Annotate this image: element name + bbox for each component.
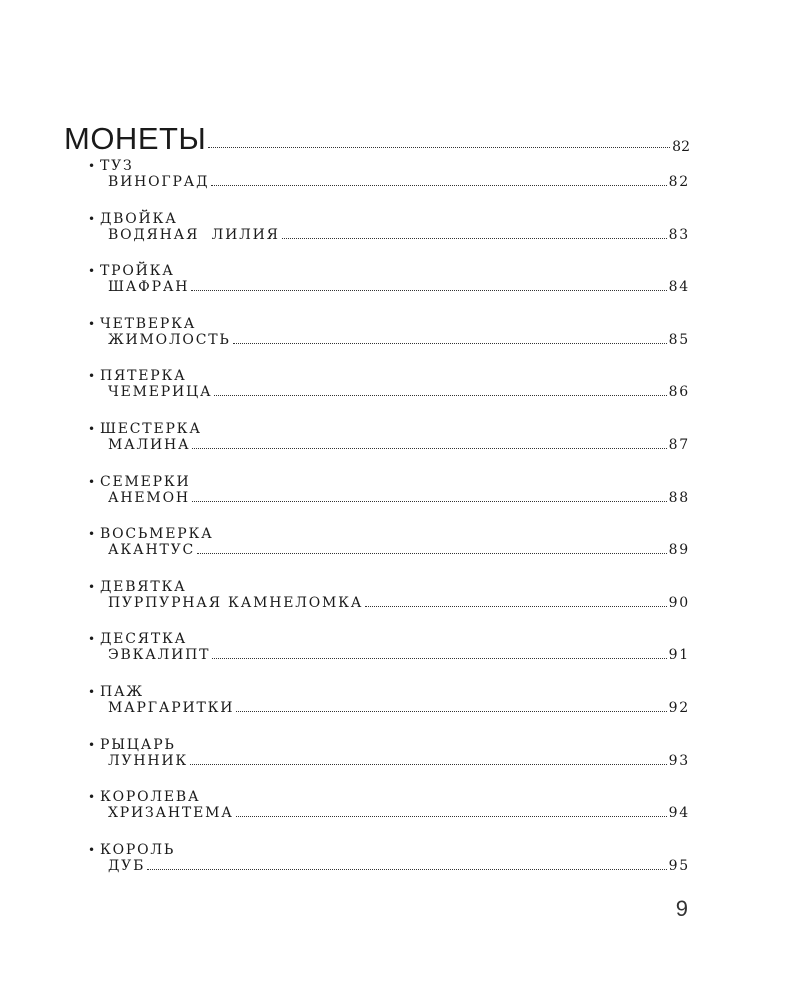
plant-name: МАРГАРИТКИ <box>108 699 235 716</box>
page-number: 83 <box>668 226 690 243</box>
card-line <box>88 259 690 280</box>
bullet-icon: • <box>88 579 96 594</box>
plant-name: ВОДЯНАЯ ЛИЛИЯ <box>108 226 280 243</box>
card-line <box>88 733 690 754</box>
section-heading-line <box>64 110 690 154</box>
bullet-icon: • <box>88 474 96 489</box>
toc-entry-six <box>88 417 690 470</box>
dot-leader <box>208 147 670 148</box>
plant-name: ЖИМОЛОСТЬ <box>108 331 231 348</box>
plant-line <box>108 754 690 778</box>
dot-leader <box>191 290 666 291</box>
page-number: 90 <box>668 594 690 611</box>
card-name: ДЕСЯТКА <box>100 631 187 648</box>
plant-line <box>108 859 690 883</box>
card-name: КОРОЛЕВА <box>100 789 201 806</box>
page-number: 85 <box>668 331 690 348</box>
dot-leader <box>192 501 667 502</box>
folio-page-number: 9 <box>675 896 688 921</box>
plant-name: ПУРПУРНАЯ КАМНЕЛОМКА <box>108 594 364 611</box>
plant-line <box>108 228 690 252</box>
card-line <box>88 207 690 228</box>
plant-name: ДУБ <box>108 857 146 874</box>
section-page-number: 82 <box>672 139 690 155</box>
plant-line <box>108 385 690 409</box>
card-name: СЕМЕРКИ <box>100 473 191 490</box>
plant-line <box>108 491 690 515</box>
toc-entry-eight <box>88 522 690 575</box>
plant-line <box>108 438 690 462</box>
card-name: ШЕСТЕРКА <box>100 420 202 437</box>
toc-entry-three <box>88 259 690 312</box>
bullet-icon: • <box>88 211 96 226</box>
plant-line <box>108 280 690 304</box>
page-number: 82 <box>668 174 690 190</box>
plant-name: ШАФРАН <box>108 279 190 296</box>
dot-leader <box>197 553 667 554</box>
card-name: ПЯТЕРКА <box>100 368 187 385</box>
dot-leader <box>236 816 667 817</box>
plant-line <box>108 596 690 620</box>
bullet-icon: • <box>88 527 96 542</box>
card-line <box>88 470 690 491</box>
card-name: ДЕВЯТКА <box>100 578 187 595</box>
card-line <box>88 838 690 859</box>
toc-entry-ten <box>88 627 690 680</box>
bullet-icon: • <box>88 737 96 752</box>
page-number: 92 <box>668 699 690 716</box>
plant-line <box>108 175 690 199</box>
dot-leader <box>190 764 667 765</box>
dot-leader <box>233 343 667 344</box>
dot-leader <box>282 238 667 239</box>
bullet-icon: • <box>88 842 96 857</box>
toc-entry-knight <box>88 733 690 786</box>
table-of-contents <box>64 110 690 890</box>
card-line <box>88 154 690 175</box>
dot-leader <box>365 606 666 607</box>
bullet-icon: • <box>88 790 96 805</box>
card-line <box>88 417 690 438</box>
page-number: 93 <box>668 752 690 769</box>
dot-leader <box>192 448 666 449</box>
page-number: 84 <box>668 279 690 296</box>
toc-entry-four <box>88 312 690 365</box>
card-line <box>88 575 690 596</box>
plant-line <box>108 806 690 830</box>
toc-entry-two <box>88 207 690 260</box>
page-number: 91 <box>668 647 690 664</box>
card-name: ДВОЙКА <box>100 210 178 227</box>
plant-line <box>108 648 690 672</box>
card-name: КОРОЛЬ <box>100 841 176 858</box>
bullet-icon: • <box>88 421 96 436</box>
card-line <box>88 680 690 701</box>
plant-name: АНЕМОН <box>108 489 190 506</box>
card-name: ТРОЙКА <box>100 263 175 280</box>
toc-entry-queen <box>88 785 690 838</box>
plant-name: ХРИЗАНТЕМА <box>108 805 234 822</box>
page-number: 86 <box>668 384 690 401</box>
toc-entry-page <box>88 680 690 733</box>
plant-line <box>108 333 690 357</box>
bullet-icon: • <box>88 159 96 173</box>
page-number: 94 <box>668 805 690 822</box>
card-name: ПАЖ <box>100 683 144 700</box>
bullet-icon: • <box>88 684 96 699</box>
dot-leader <box>214 395 666 396</box>
toc-entry-ace <box>88 154 690 207</box>
card-line <box>88 364 690 385</box>
section-title: МОНЕТЫ <box>64 121 207 156</box>
page-number: 87 <box>668 436 690 453</box>
dot-leader <box>236 711 666 712</box>
card-line <box>88 785 690 806</box>
dot-leader <box>211 185 666 186</box>
card-line <box>88 522 690 543</box>
plant-name: ВИНОГРАД <box>108 174 210 190</box>
bullet-icon: • <box>88 316 96 331</box>
page-number: 95 <box>668 857 690 874</box>
plant-name: ЛУННИК <box>108 752 189 769</box>
bullet-icon: • <box>88 369 96 384</box>
card-line <box>88 627 690 648</box>
card-name: ЧЕТВЕРКА <box>100 315 197 332</box>
plant-name: ЭВКАЛИПТ <box>108 647 211 664</box>
plant-name: ЧЕМЕРИЦА <box>108 384 213 401</box>
dot-leader <box>147 869 666 870</box>
toc-entry-five <box>88 364 690 417</box>
plant-name: АКАНТУС <box>108 542 196 559</box>
plant-line <box>108 701 690 725</box>
card-name: ВОСЬМЕРКА <box>100 526 214 543</box>
dot-leader <box>212 658 666 659</box>
page-number: 88 <box>668 489 690 506</box>
card-name: ТУЗ <box>100 158 134 174</box>
toc-entry-seven <box>88 470 690 523</box>
toc-entry-nine <box>88 575 690 628</box>
page-number: 89 <box>668 542 690 559</box>
card-name: РЫЦАРЬ <box>100 736 176 753</box>
toc-entry-king <box>88 838 690 891</box>
bullet-icon: • <box>88 632 96 647</box>
plant-name: МАЛИНА <box>108 436 191 453</box>
plant-line <box>108 543 690 567</box>
bullet-icon: • <box>88 264 96 279</box>
card-line <box>88 312 690 333</box>
